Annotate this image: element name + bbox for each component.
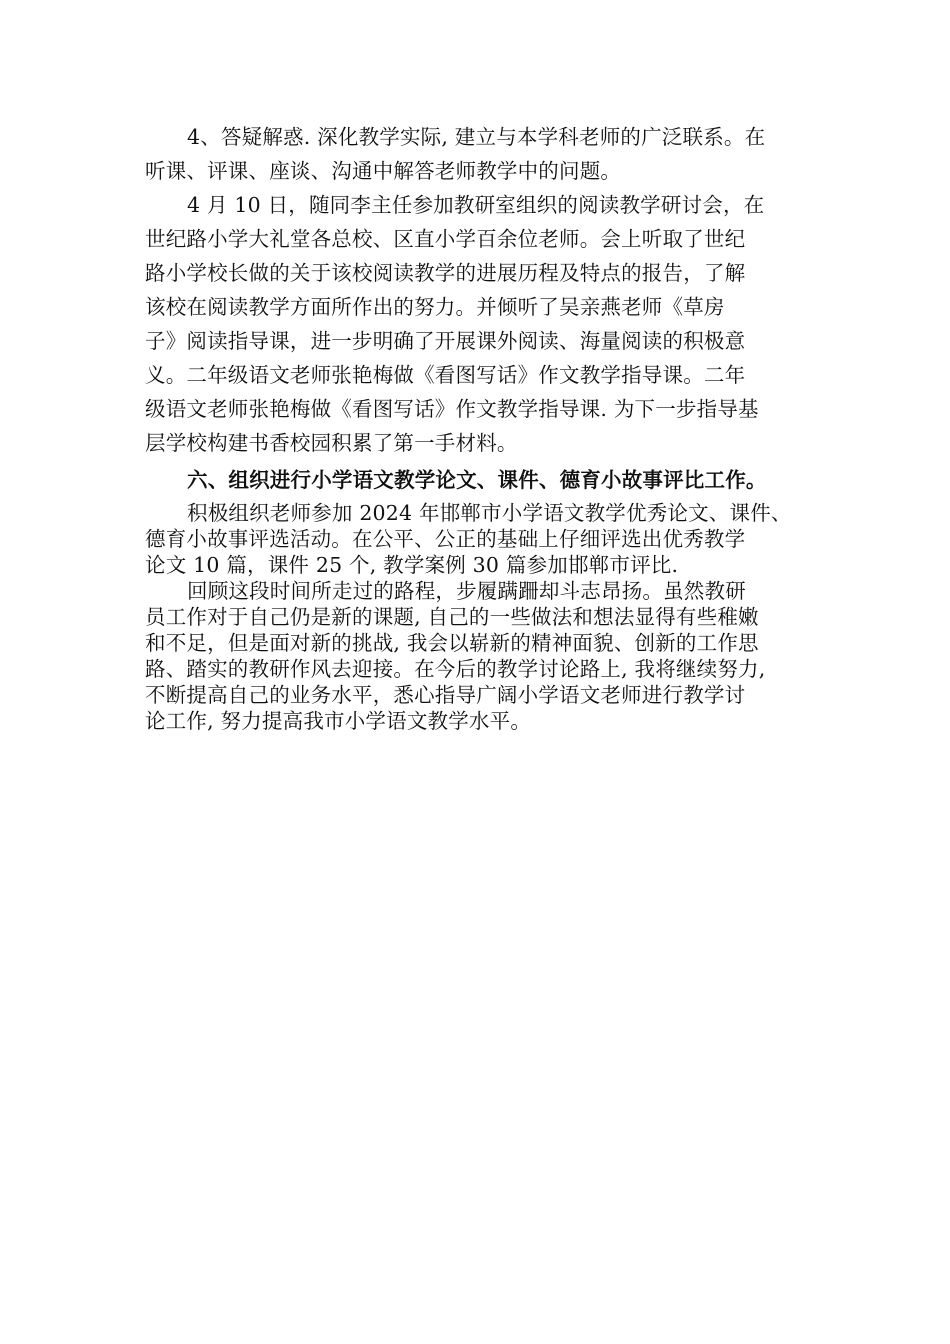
text-line: 义。二年级语文老师张艳梅做《看图写话》作文教学指导课。二年 [145, 363, 746, 387]
text-line: 路小学校长做的关于该校阅读教学的进展历程及特点的报告，了解 [145, 261, 746, 285]
paragraph-review [145, 578, 810, 734]
text-line: 4、答疑解惑. 深化教学实际, 建立与本学科老师的广泛联系。在 [187, 125, 766, 149]
text-line: 层学校构建书香校园积累了第一手材料。 [145, 431, 518, 455]
text-line: 该校在阅读教学方面所作出的努力。并倾听了吴亲燕老师《草房 [145, 295, 725, 319]
text-line: 级语文老师张艳梅做《看图写话》作文教学指导课. 为下一步指导基 [145, 397, 759, 421]
text-line: 员工作对于自己仍是新的课题, 自己的一些做法和想法显得有些稚嫩 [145, 605, 759, 629]
text-line: 世纪路小学大礼堂各总校、区直小学百余位老师。会上听取了世纪 [145, 227, 746, 251]
text-line: 德育小故事评选活动。在公平、公正的基础上仔细评选出优秀教学 [145, 527, 746, 551]
text-line: 回顾这段时间所走过的路程，步履蹒跚却斗志昂扬。虽然教研 [187, 579, 746, 603]
text-line: 论工作, 努力提高我市小学语文教学水平。 [145, 709, 532, 733]
text-line: 路、踏实的教研作风去迎接。在今后的教学讨论路上, 我将继续努力, [145, 657, 766, 681]
document-body [145, 120, 810, 734]
section-heading [145, 462, 810, 498]
section-heading-text: 六、组织进行小学语文教学论文、课件、德育小故事评比工作。 [187, 468, 767, 492]
text-line: 和不足，但是面对新的挑战, 我会以崭新的精神面貌、创新的工作思 [145, 631, 759, 655]
text-line: 4 月 10 日，随同李主任参加教研室组织的阅读教学研讨会，在 [187, 193, 765, 217]
text-line: 积极组织老师参加 2024 年邯郸市小学语文教学优秀论文、课件、 [187, 501, 792, 525]
text-line: 不断提高自己的业务水平，悉心指导广阔小学语文老师进行教学讨 [145, 683, 746, 707]
text-line: 论文 10 篇，课件 25 个, 教学案例 30 篇参加邯郸市评比. [145, 553, 679, 577]
text-line: 子》阅读指导课，进一步明确了开展课外阅读、海量阅读的积极意 [145, 329, 746, 353]
paragraph-competition [145, 500, 810, 578]
text-line: 听课、评课、座谈、沟通中解答老师教学中的问题。 [145, 159, 622, 183]
paragraph-reading-seminar [145, 188, 810, 460]
paragraph-q-and-a [145, 120, 810, 188]
